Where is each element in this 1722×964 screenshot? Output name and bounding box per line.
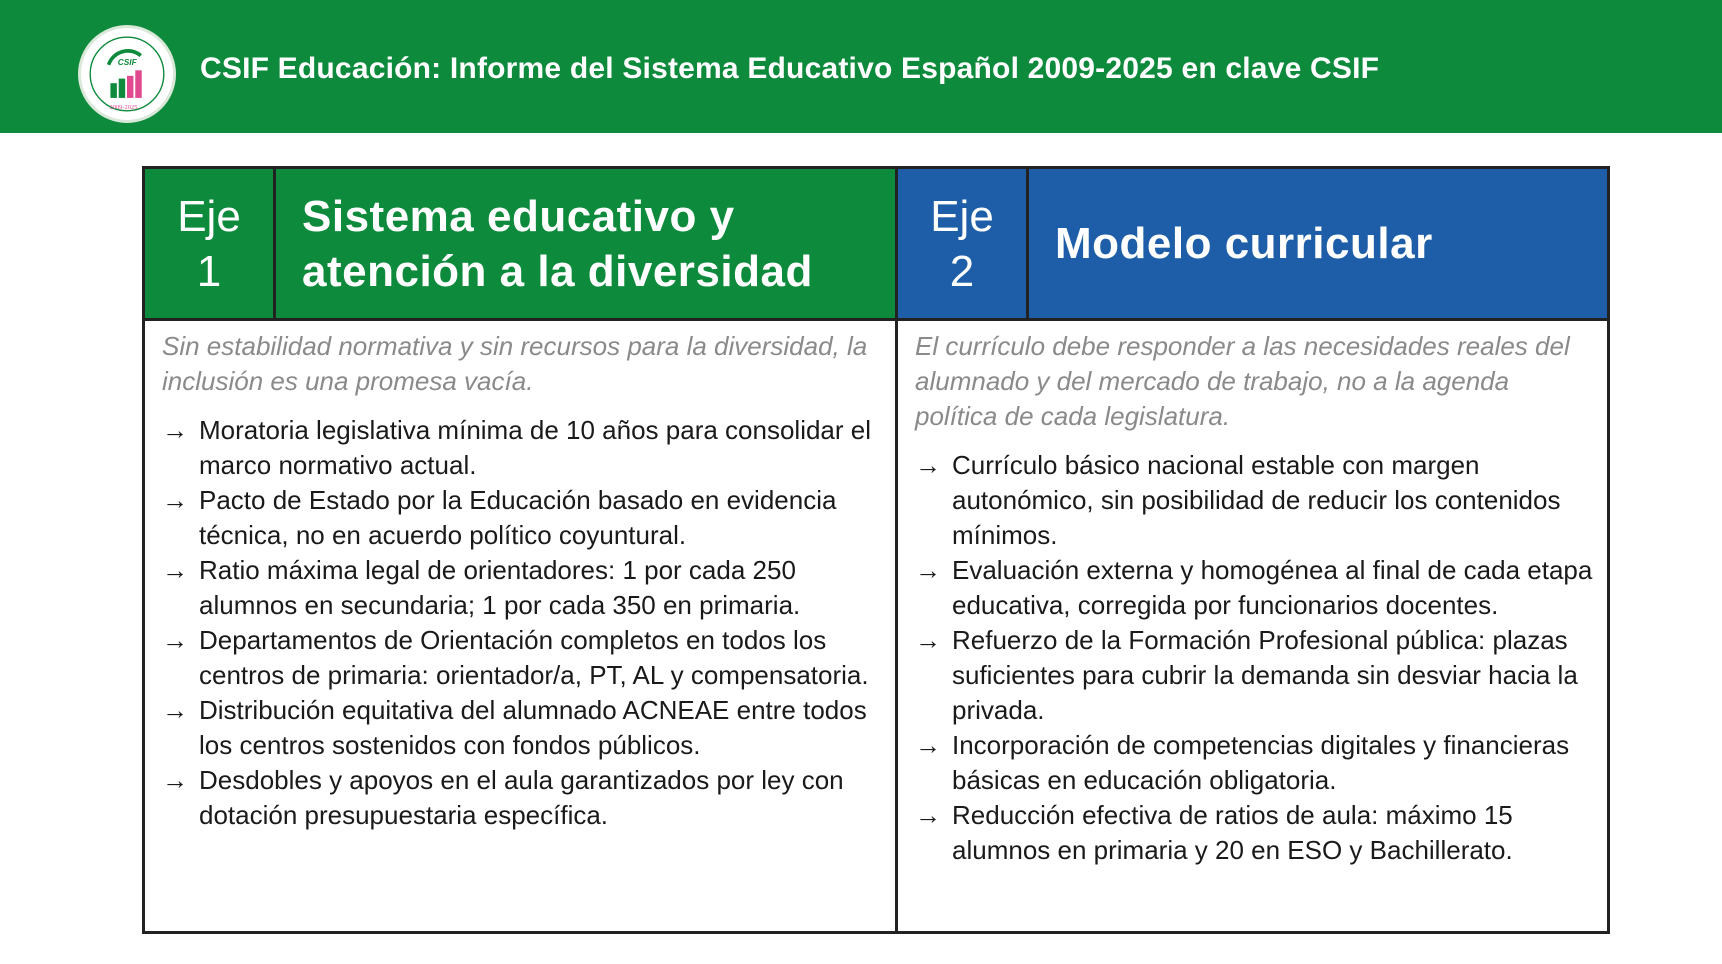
eje-label: Eje: [177, 191, 241, 241]
page-title: CSIF Educación: Informe del Sistema Educativo Español 2009-2025 en clave CSIF: [200, 52, 1380, 85]
eje-number: 2: [949, 246, 975, 296]
axis-title: [276, 169, 895, 318]
proposal-item: [915, 448, 1593, 553]
proposal-text: Refuerzo de la Formación Profesional pública: plazas suficientes para cubrir la demanda sin desviar hacia la privada.: [952, 625, 1578, 725]
axis-column-2: [898, 169, 1607, 931]
axis-label: [898, 169, 1029, 318]
arrow-right-icon: →: [915, 625, 941, 655]
proposal-item: [162, 483, 881, 553]
proposal-text: Departamentos de Orientación completos en todos los centros de primaria: orientador/a, PT, AL y compensatoria.: [199, 625, 869, 690]
proposal-text: Evaluación externa y homogénea al final de cada etapa educativa, corregida por funcionarios docentes.: [952, 555, 1593, 620]
arrow-right-icon: →: [915, 730, 941, 760]
axis-intro: El currículo debe responder a las necesidades reales del alumnado y del mercado de trabajo, no a la agenda política de cada legislatura.: [915, 331, 1570, 431]
axis-body: [898, 321, 1607, 868]
eje-label: Eje: [930, 191, 994, 241]
proposal-item: [162, 693, 881, 763]
arrow-right-icon: →: [162, 625, 188, 655]
axis-title-line: atención a la diversidad: [302, 246, 813, 296]
axis-label: [145, 169, 276, 318]
axis-header-1: [145, 169, 895, 321]
proposal-item: [915, 798, 1593, 868]
arrow-right-icon: →: [162, 695, 188, 725]
proposal-item: [915, 728, 1593, 798]
proposal-text: Pacto de Estado por la Educación basado en evidencia técnica, no en acuerdo político coyuntural.: [199, 485, 837, 550]
arrow-right-icon: →: [162, 415, 188, 445]
proposal-item: [915, 553, 1593, 623]
axis-body: [145, 321, 895, 833]
axis-title: [1029, 169, 1607, 318]
axis-title-line: Modelo curricular: [1055, 219, 1433, 268]
proposal-item: [162, 413, 881, 483]
axis-intro: Sin estabilidad normativa y sin recursos para la diversidad, la inclusión es una promesa vacía.: [162, 331, 868, 396]
axes-table: [142, 166, 1610, 934]
proposal-text: Moratoria legislativa mínima de 10 años para consolidar el marco normativo actual.: [199, 415, 872, 480]
proposal-text: Ratio máxima legal de orientadores: 1 por cada 250 alumnos en secundaria; 1 por cada 350 en primaria.: [199, 555, 801, 620]
arrow-right-icon: →: [162, 485, 188, 515]
axis-header-2: [898, 169, 1607, 321]
proposal-item: [162, 623, 881, 693]
axis-title-line: Sistema educativo y: [302, 191, 735, 241]
arrow-right-icon: →: [162, 765, 188, 795]
arrow-right-icon: →: [915, 450, 941, 480]
proposal-text: Reducción efectiva de ratios de aula: máximo 15 alumnos en primaria y 20 en ESO y Bachillerato.: [952, 800, 1513, 865]
proposal-text: Distribución equitativa del alumnado ACNEAE entre todos los centros sostenidos con fondos públicos.: [199, 695, 867, 760]
proposal-item: [162, 763, 881, 833]
svg-text:2009-2025: 2009-2025: [109, 103, 138, 111]
csif-report-logo: [78, 25, 176, 123]
proposal-item: [162, 553, 881, 623]
proposal-text: Currículo básico nacional estable con margen autonómico, sin posibilidad de reducir los contenidos mínimos.: [952, 450, 1561, 550]
arrow-right-icon: →: [915, 800, 941, 830]
proposal-text: Desdobles y apoyos en el aula garantizados por ley con dotación presupuestaria específica.: [199, 765, 844, 830]
header-banner: [0, 0, 1722, 133]
proposal-item: [915, 623, 1593, 728]
arrow-right-icon: →: [162, 555, 188, 585]
proposal-text: Incorporación de competencias digitales y financieras básicas en educación obligatoria.: [952, 730, 1570, 795]
axis-column-1: [145, 169, 898, 931]
svg-text:CSIF: CSIF: [117, 57, 137, 67]
arrow-right-icon: →: [915, 555, 941, 585]
eje-number: 1: [196, 246, 222, 296]
